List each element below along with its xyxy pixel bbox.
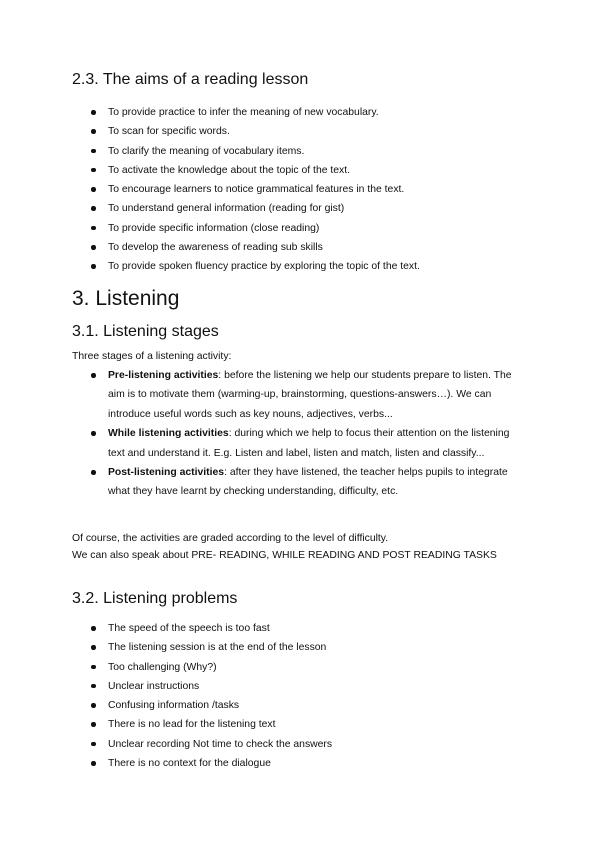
heading-listening: 3. Listening	[72, 287, 180, 310]
list-item: To understand general information (reading for gist)	[90, 199, 530, 218]
list-item: To provide practice to infer the meaning of new vocabulary.	[90, 103, 530, 122]
stage-item-pre-listening	[90, 366, 520, 424]
list-item: Confusing information /tasks	[90, 696, 530, 715]
list-item: Unclear instructions	[90, 677, 530, 696]
heading-aims-of-reading-lesson: 2.3. The aims of a reading lesson	[72, 71, 309, 88]
stage-item-while-listening	[90, 424, 520, 463]
stages-list	[90, 366, 520, 502]
list-item: Unclear recording Not time to check the answers	[90, 735, 530, 754]
stage-term: Pre-listening activities	[108, 370, 219, 381]
stage-term: Post-listening activities	[108, 467, 225, 479]
problems-list	[90, 619, 530, 773]
heading-listening-problems: 3.2. Listening problems	[72, 590, 238, 607]
stage-item-post-listening	[90, 463, 520, 502]
list-item: To scan for specific words.	[90, 122, 530, 141]
list-item: To develop the awareness of reading sub skills	[90, 238, 530, 257]
list-item: Too challenging (Why?)	[90, 658, 530, 677]
list-item: To clarify the meaning of vocabulary items.	[90, 142, 530, 161]
grading-note: Of course, the activities are graded according to the level of difficulty.	[72, 533, 389, 544]
stages-intro: Three stages of a listening activity:	[72, 351, 232, 362]
list-item: To provide specific information (close reading)	[90, 219, 530, 238]
aims-list	[90, 103, 530, 277]
stage-description: : before the listening we help our students prepare to listen. The aim is to motivate them (warming-up, brainstorming, questions-answers…). We can introduce useful words such as key nouns, adjectives, verbs...	[108, 370, 512, 420]
heading-listening-stages: 3.1. Listening stages	[72, 323, 219, 340]
list-item: There is no lead for the listening text	[90, 715, 530, 734]
list-item: The speed of the speech is too fast	[90, 619, 530, 638]
list-item: The listening session is at the end of the lesson	[90, 638, 530, 657]
reading-tasks-note: We can also speak about PRE- READING, WHILE READING AND POST READING TASKS	[72, 550, 497, 561]
stage-description: : during which we help to focus their attention on the listening text and understand it. E.g. Listen and label, listen and match, listen and classify...	[108, 428, 510, 459]
list-item: To provide spoken fluency practice by exploring the topic of the text.	[90, 257, 530, 276]
list-item: There is no context for the dialogue	[90, 754, 530, 773]
list-item: To encourage learners to notice grammatical features in the text.	[90, 180, 530, 199]
stage-term: While listening activities	[108, 428, 229, 440]
stage-description: : after they have listened, the teacher helps pupils to integrate what they have learnt by checking understanding, difficulty, etc.	[108, 467, 508, 498]
list-item: To activate the knowledge about the topic of the text.	[90, 161, 530, 180]
